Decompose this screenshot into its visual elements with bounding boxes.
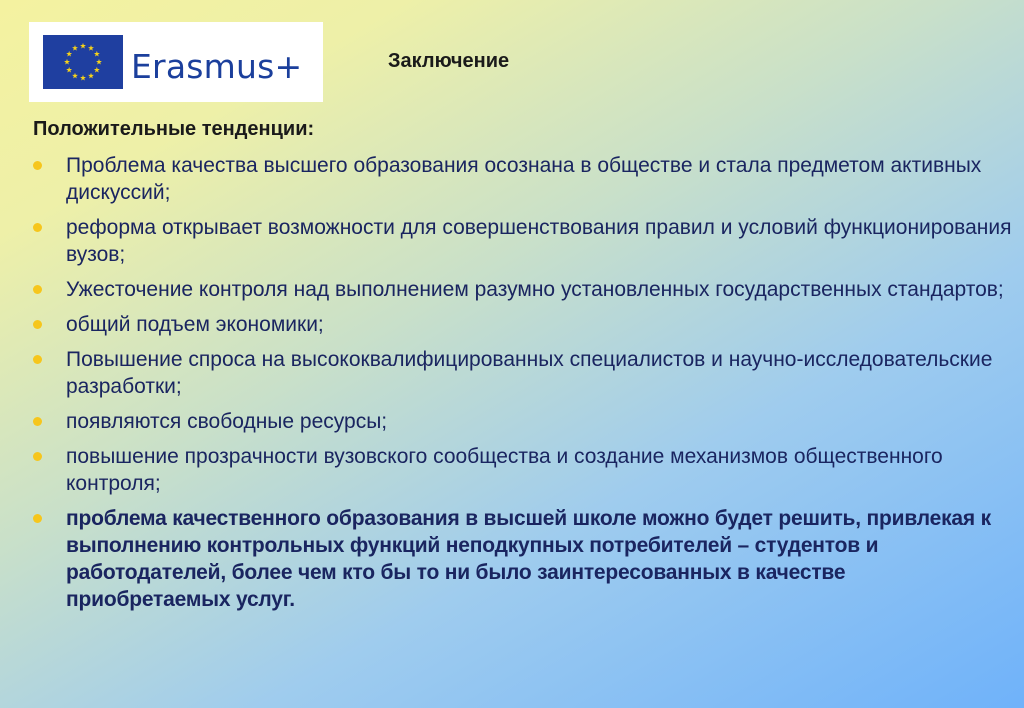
bullet-dot-icon xyxy=(33,355,42,364)
bullet-item xyxy=(30,443,1015,497)
bullet-text: появляются свободные ресурсы; xyxy=(66,410,388,433)
bullet-text: общий подъем экономики; xyxy=(66,313,324,336)
bullet-list xyxy=(30,152,1015,621)
bullet-dot-icon xyxy=(33,320,42,329)
slide-title: Заключение xyxy=(388,50,510,72)
bullet-text: повышение прозрачности вузовского сообщества и создание механизмов общественного контроля; xyxy=(66,445,943,495)
eu-flag-icon xyxy=(43,35,123,89)
erasmus-logo xyxy=(29,22,323,102)
bullet-text: реформа открывает возможности для совершенствования правил и условий функционирования вузов; xyxy=(66,216,1012,266)
bullet-text: проблема качественного образования в высшей школе можно будет решить, привлекая к выполнению контрольных функций неподкупных потребителей – студентов и работодателей, более чем кто бы то ни было заинтересованных в качестве приобретаемых услуг. xyxy=(66,507,991,611)
bullet-item xyxy=(30,214,1015,268)
bullet-item-conclusion xyxy=(30,505,1015,613)
section-heading: Положительные тенденции: xyxy=(33,118,315,140)
bullet-item xyxy=(30,346,1015,400)
bullet-item xyxy=(30,152,1015,206)
bullet-dot-icon xyxy=(33,285,42,294)
bullet-item xyxy=(30,311,1015,338)
bullet-dot-icon xyxy=(33,417,42,426)
bullet-dot-icon xyxy=(33,161,42,170)
bullet-item xyxy=(30,276,1015,303)
bullet-dot-icon xyxy=(33,514,42,523)
bullet-text: Проблема качества высшего образования осознана в обществе и стала предметом активных дискуссий; xyxy=(66,154,982,204)
bullet-text: Повышение спроса на высококвалифицированных специалистов и научно-исследовательские разработки; xyxy=(66,348,993,398)
bullet-item xyxy=(30,408,1015,435)
bullet-text: Ужесточение контроля над выполнением разумно установленных государственных стандартов; xyxy=(66,278,1004,301)
erasmus-logo-text: Erasmus+ xyxy=(131,47,303,86)
bullet-dot-icon xyxy=(33,223,42,232)
bullet-dot-icon xyxy=(33,452,42,461)
